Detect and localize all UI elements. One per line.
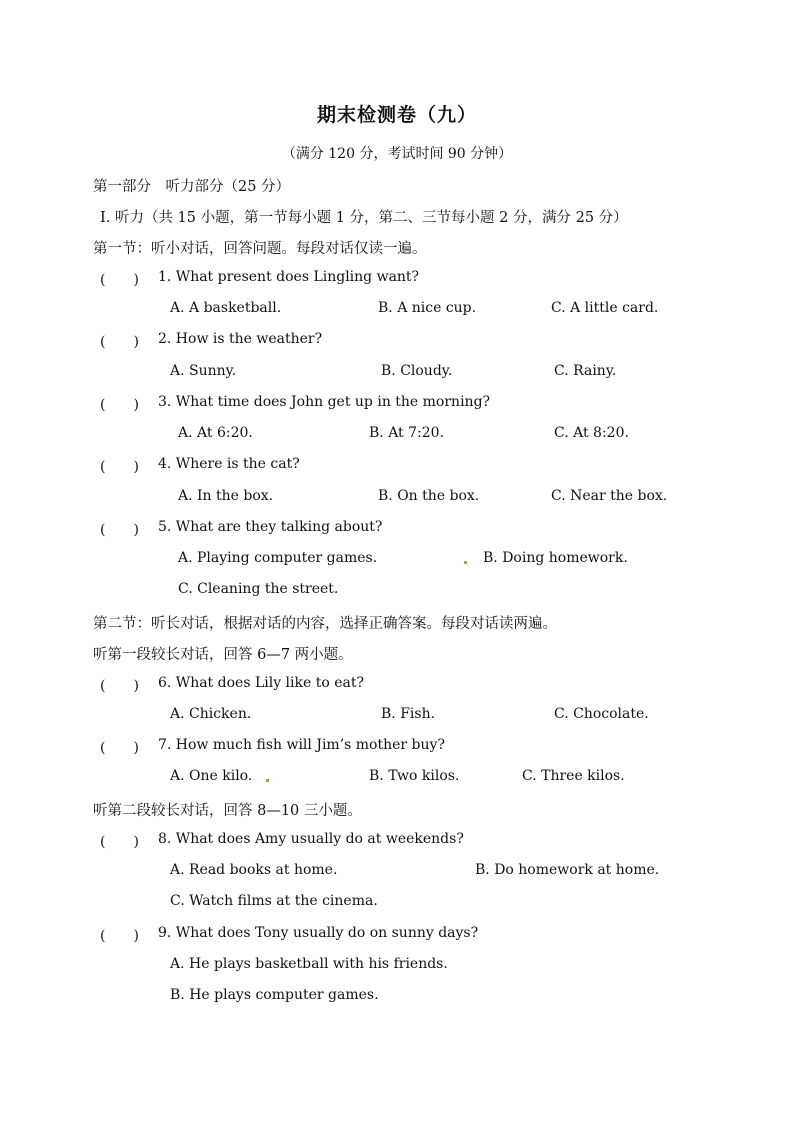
q6-option-c: C. Chocolate. bbox=[554, 706, 649, 722]
stray-mark bbox=[266, 779, 269, 782]
question-3: 3. What time does John get up in the morning? bbox=[158, 394, 491, 410]
q4-option-b: B. On the box. bbox=[378, 488, 480, 504]
q9-option-a: A. He plays basketball with his friends. bbox=[170, 956, 448, 972]
q5-option-c: C. Cleaning the street. bbox=[178, 581, 339, 597]
question-5: 5. What are they talking about? bbox=[158, 519, 383, 535]
q8-option-a: A. Read books at home. bbox=[170, 862, 338, 878]
dialog-2-intro: 听第二段较长对话，回答 8—10 三小题。 bbox=[93, 803, 362, 819]
q2-option-b: B. Cloudy. bbox=[381, 363, 453, 379]
answer-blank[interactable]: ( ) bbox=[100, 272, 139, 288]
q9-option-b: B. He plays computer games. bbox=[170, 987, 379, 1003]
q1-option-a: A. A basketball. bbox=[170, 300, 282, 316]
q2-option-a: A. Sunny. bbox=[170, 363, 237, 379]
answer-blank[interactable]: ( ) bbox=[100, 397, 139, 413]
page-title: 期末检测卷（九） bbox=[316, 104, 477, 126]
question-9: 9. What does Tony usually do on sunny days? bbox=[158, 925, 479, 941]
q7-option-b: B. Two kilos. bbox=[369, 768, 460, 784]
question-8: 8. What does Amy usually do at weekends? bbox=[158, 831, 464, 847]
answer-blank[interactable]: ( ) bbox=[100, 928, 139, 944]
stray-mark bbox=[464, 561, 467, 564]
q4-option-a: A. In the box. bbox=[178, 488, 274, 504]
answer-blank[interactable]: ( ) bbox=[100, 334, 139, 350]
q4-option-c: C. Near the box. bbox=[551, 488, 668, 504]
q3-option-b: B. At 7:20. bbox=[369, 425, 445, 441]
question-6: 6. What does Lily like to eat? bbox=[158, 675, 365, 691]
answer-blank[interactable]: ( ) bbox=[100, 522, 139, 538]
q6-option-b: B. Fish. bbox=[381, 706, 436, 722]
q1-option-c: C. A little card. bbox=[551, 300, 659, 316]
section-1-intro: 第一节：听小对话，回答问题。每段对话仅读一遍。 bbox=[93, 241, 427, 257]
question-7: 7. How much fish will Jim’s mother buy? bbox=[158, 737, 445, 753]
answer-blank[interactable]: ( ) bbox=[100, 834, 139, 850]
question-4: 4. Where is the cat? bbox=[158, 456, 300, 472]
dialog-1-intro: 听第一段较长对话，回答 6—7 两小题。 bbox=[93, 647, 353, 663]
q8-option-b: B. Do homework at home. bbox=[475, 862, 660, 878]
q7-option-c: C. Three kilos. bbox=[522, 768, 625, 784]
q5-option-b: B. Doing homework. bbox=[483, 550, 628, 566]
question-1: 1. What present does Lingling want? bbox=[158, 269, 420, 285]
section-i-heading: Ⅰ. 听力（共 15 小题，第一节每小题 1 分，第二、三节每小题 2 分，满分 25 分） bbox=[100, 210, 628, 226]
page-subtitle: （满分 120 分，考试时间 90 分钟） bbox=[281, 146, 513, 162]
question-2: 2. How is the weather? bbox=[158, 331, 323, 347]
answer-blank[interactable]: ( ) bbox=[100, 740, 139, 756]
q5-option-a: A. Playing computer games. bbox=[178, 550, 378, 566]
q6-option-a: A. Chicken. bbox=[170, 706, 252, 722]
q2-option-c: C. Rainy. bbox=[554, 363, 617, 379]
q1-option-b: B. A nice cup. bbox=[378, 300, 477, 316]
q8-option-c: C. Watch films at the cinema. bbox=[170, 893, 378, 909]
section-2-intro: 第二节：听长对话，根据对话的内容，选择正确答案。每段对话读两遍。 bbox=[93, 616, 557, 632]
answer-blank[interactable]: ( ) bbox=[100, 678, 139, 694]
q3-option-c: C. At 8:20. bbox=[554, 425, 629, 441]
q7-option-a: A. One kilo. bbox=[170, 768, 253, 784]
q3-option-a: A. At 6:20. bbox=[178, 425, 253, 441]
part-one-heading: 第一部分 听力部分（25 分） bbox=[93, 179, 291, 195]
answer-blank[interactable]: ( ) bbox=[100, 459, 139, 475]
